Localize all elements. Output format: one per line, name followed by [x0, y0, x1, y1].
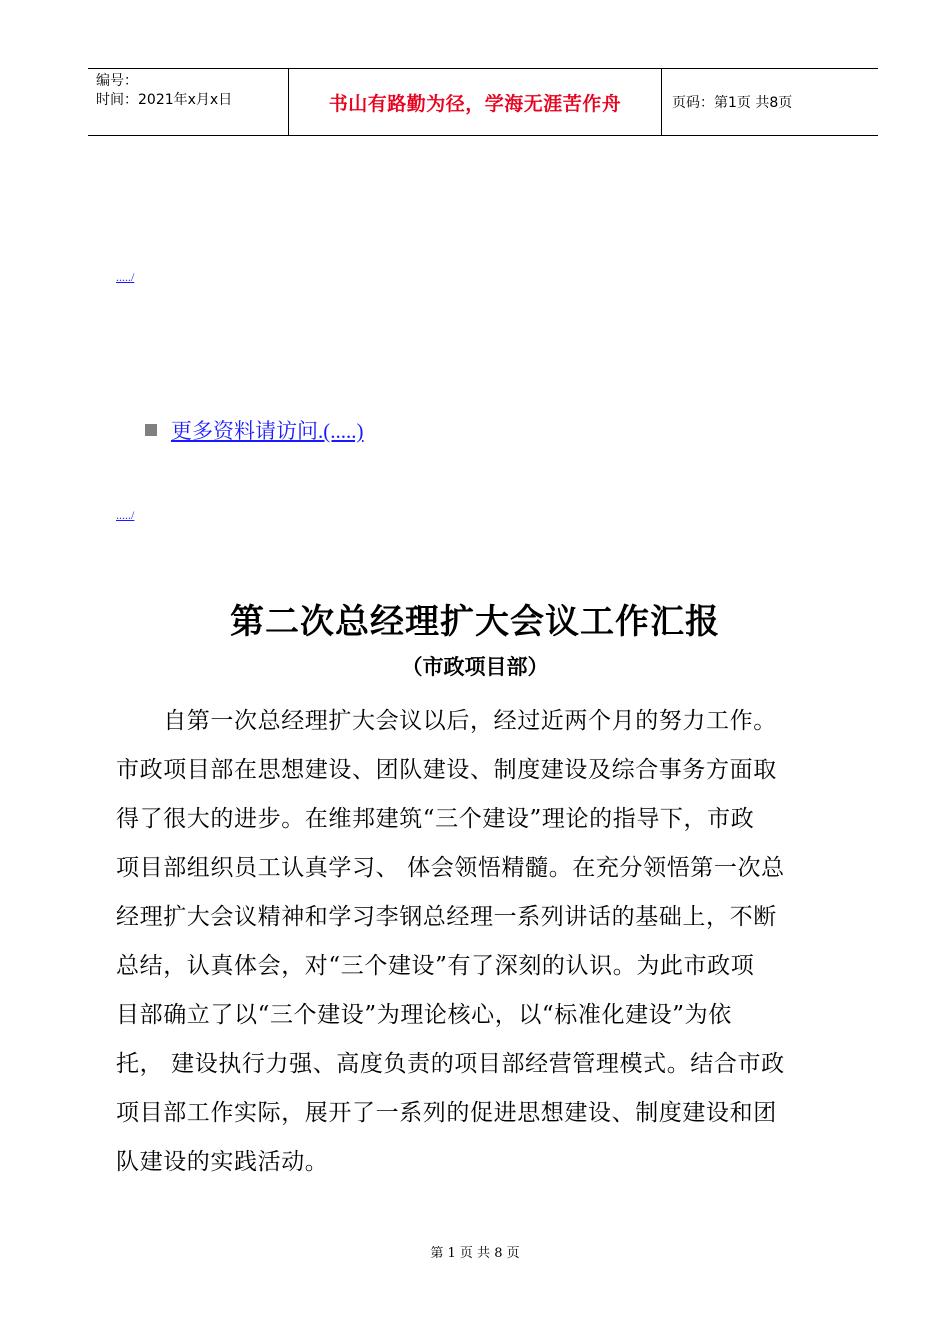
document-time-label: 时间：2021年x月x日: [96, 92, 233, 108]
header-motto: 书山有路勤为径，学海无涯苦作舟: [288, 69, 662, 135]
more-info-link[interactable]: 更多资料请访问.(.....): [171, 419, 364, 443]
paragraph-line: 队建设的实践活动。: [116, 1149, 329, 1175]
paragraph-line: 项目部组织员工认真学习、 体会领悟精髓。在充分领悟第一次总: [116, 855, 785, 881]
paragraph-line: 得了很大的进步。在维邦建筑“三个建设”理论的指导下，市政: [116, 806, 755, 832]
paragraph-line: 市政项目部在思想建设、团队建设、制度建设及综合事务方面取: [116, 757, 777, 783]
paragraph-line: 总结，认真体会，对“三个建设”有了深刻的认识。为此市政项: [116, 953, 755, 979]
paragraph-line: 托， 建设执行力强、高度负责的项目部经营管理模式。结合市政: [116, 1051, 785, 1077]
top-link[interactable]: ...../: [116, 270, 135, 284]
page-footer: 第 1 页 共 8 页: [430, 1246, 520, 1261]
header-page-info: 页码：第1页 共8页: [672, 95, 793, 111]
paragraph-line: 经理扩大会议精神和学习李钢总经理一系列讲话的基础上，不断: [116, 904, 777, 930]
bottom-link[interactable]: ...../: [116, 508, 135, 522]
paragraph-line: 自第一次总经理扩大会议以后，经过近两个月的努力工作。: [116, 708, 777, 734]
document-number-label: 编号：: [96, 73, 138, 89]
document-subtitle: （市政项目部）: [401, 655, 549, 679]
document-body: [116, 697, 852, 1187]
page-header: [88, 68, 878, 136]
paragraph-line: 目部确立了以“三个建设”为理论核心，以“标准化建设”为依: [116, 1002, 732, 1028]
more-info-bullet: [145, 415, 364, 445]
document-title: 第二次总经理扩大会议工作汇报: [230, 602, 720, 642]
paragraph-line: 项目部工作实际，展开了一系列的促进思想建设、制度建设和团: [116, 1100, 777, 1126]
header-meta: [88, 69, 288, 135]
square-bullet-icon: [145, 424, 157, 436]
